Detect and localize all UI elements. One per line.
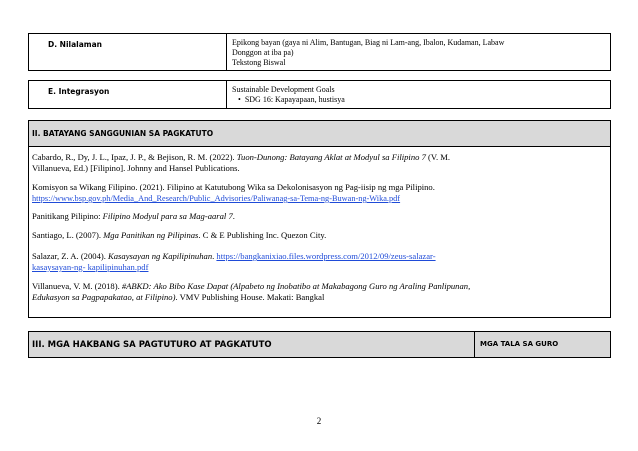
reference-link[interactable]: https://bangkanixiao.files.wordpress.com/2012/09/zeus-salazar- xyxy=(216,251,436,261)
reference-text: . VMV Publishing House. Makati: Bangkal xyxy=(175,292,325,302)
reference-text: Panitikang Pilipino: xyxy=(32,211,103,221)
reference-3 xyxy=(32,211,602,222)
bullet-icon: • xyxy=(238,95,241,104)
section3-notes-header: MGA TALA SA GURO xyxy=(480,340,559,348)
reference-text: . xyxy=(212,251,217,261)
table-divider xyxy=(474,331,475,358)
reference-title: Filipino Modyul para sa Mag-aaral 7 xyxy=(102,211,233,221)
integrasyon-content xyxy=(232,85,345,105)
integrasyon-bullet xyxy=(232,95,345,105)
reference-4 xyxy=(32,230,602,241)
reference-title: #ABKD: Ako Bibo Kase Dapat (Alpabeto ng Inobatibo at Makabagong Guro ng Araling Panlipunan, xyxy=(121,281,471,291)
table-divider xyxy=(226,33,227,71)
integrasyon-bullet-text: SDG 16: Kapayapaan, hustisya xyxy=(244,95,345,104)
reference-2 xyxy=(32,182,602,204)
reference-6 xyxy=(32,281,602,303)
reference-1 xyxy=(32,152,602,174)
reference-text: Villanueva, V. M. (2018). xyxy=(32,281,122,291)
reference-text: Komisyon sa Wikang Filipino. (2021). Filipino at Katutubong Wika sa Dekolonisasyon ng Pag-iisip ng mga Pilipino. xyxy=(32,182,435,192)
reference-text: (V. M. xyxy=(425,152,451,162)
nilalaman-line-2: Donggon at iba pa) xyxy=(232,48,294,57)
integrasyon-label: E. Integrasyon xyxy=(48,87,110,96)
reference-text: . xyxy=(232,211,235,221)
reference-title: Edukasyon sa Pagpapakatao, at Filipino) xyxy=(32,292,176,302)
reference-text: Salazar, Z. A. (2004). xyxy=(32,251,109,261)
section3-title: III. MGA HAKBANG SA PAGTUTURO AT PAGKATUTO xyxy=(32,340,272,350)
reference-link[interactable]: kasaysayan-ng- kapilipinuhan.pdf xyxy=(32,262,149,272)
integrasyon-line-1: Sustainable Development Goals xyxy=(232,85,335,94)
page-number: 2 xyxy=(316,416,322,426)
nilalaman-line-1: Epikong bayan (gaya ni Alim, Bantugan, Biag ni Lam-ang, Ibalon, Kudaman, Labaw xyxy=(232,38,505,47)
reference-text: Santiago, L. (2007). xyxy=(32,230,104,240)
reference-5 xyxy=(32,251,602,273)
reference-title: Kasaysayan ng Kapilipinuhan xyxy=(108,251,213,261)
reference-text: . C & E Publishing Inc. Quezon City. xyxy=(198,230,327,240)
nilalaman-line-3: Tekstong Biswal xyxy=(232,58,286,67)
reference-title: Tuon-Dunong: Batayang Aklat at Modyul sa Filipino 7 xyxy=(236,152,426,162)
reference-text: Villanueva, Ed.) [Filipino]. Johnny and Hansel Publications. xyxy=(32,163,240,173)
reference-title: Mga Panitikan ng Pilipinas xyxy=(103,230,199,240)
reference-text: Cabardo, R., Dy, J. L., Ipaz, J. P., & Bejison, R. M. (2022). xyxy=(32,152,237,162)
nilalaman-content xyxy=(232,38,504,68)
nilalaman-label: D. Nilalaman xyxy=(48,40,103,49)
table-divider xyxy=(226,80,227,109)
section-title: II. BATAYANG SANGGUNIAN SA PAGKATUTO xyxy=(32,129,214,138)
reference-link[interactable]: https://www.bsp.gov.ph/Media_And_Research/Public_Advisories/Paliwanag-sa-Tema-ng-Buwan-ng-Wika.pdf xyxy=(32,194,401,203)
